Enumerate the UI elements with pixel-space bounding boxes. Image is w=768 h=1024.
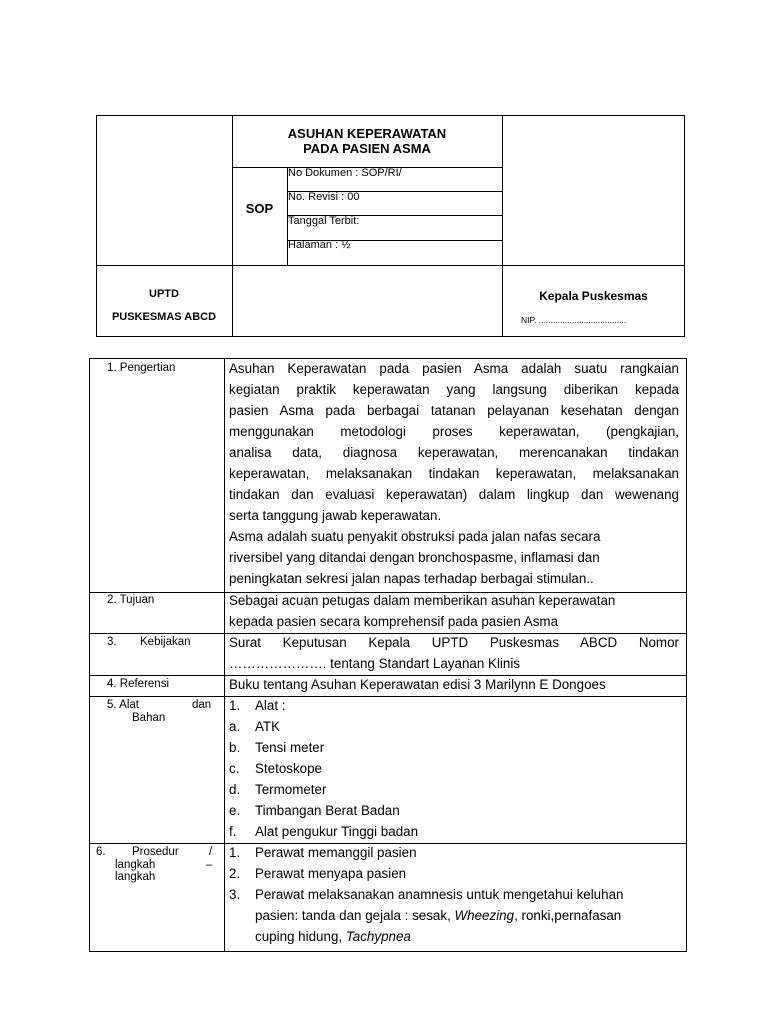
tujuan-line: Sebagai acuan petugas dalam memberikan asuhan keperawatan xyxy=(229,593,616,608)
pengertian-line: serta tanggung jawab keperawatan. xyxy=(229,508,442,523)
page-number: Halaman : ½ xyxy=(288,239,351,251)
doc-number: No Dokumen : SOP/RI/ xyxy=(288,167,402,179)
column-divider xyxy=(224,358,225,952)
list-item xyxy=(229,821,418,842)
list-item xyxy=(229,884,623,905)
label-alat: 5. Alat xyxy=(107,699,139,711)
label-alat-dan: dan xyxy=(192,699,212,711)
list-item xyxy=(229,863,623,884)
italic-term: Wheezing xyxy=(454,908,515,923)
title-line: PADA PASIEN ASMA xyxy=(303,141,431,156)
kebijakan-line: Surat Keputusan Kepala UPTD Puskesmas ABCD Nomor xyxy=(229,635,679,650)
list-marker: f. xyxy=(229,824,237,839)
list-text: Alat : xyxy=(255,698,286,713)
nip-field: NIP. ..................................... xyxy=(521,315,627,325)
label-bahan: Bahan xyxy=(132,712,166,724)
list-text: ATK xyxy=(255,719,281,734)
prosedur-list xyxy=(229,842,623,947)
list-text: Perawat memanggil pasien xyxy=(255,845,417,860)
tujuan-line: kepada pasien secara komprehensif pada pasien Asma xyxy=(229,614,559,629)
continuation-text: pasien: tanda dan gejala : sesak, xyxy=(255,908,455,923)
label-prosedur: Prosedur xyxy=(132,846,179,858)
italic-term: Tachypnea xyxy=(345,929,411,944)
asma-definition-line: riversibel yang ditandai dengan bronchospasme, inflamasi dan xyxy=(229,550,600,565)
list-marker: e. xyxy=(229,803,241,818)
asma-definition-line: Asma adalah suatu penyakit obstruksi pada jalan nafas secara xyxy=(229,529,601,544)
document-title xyxy=(232,126,502,156)
label-prosedur-number: 6. xyxy=(96,846,106,858)
label-langkah: langkah xyxy=(115,859,156,871)
continuation-text: cuping hidung, xyxy=(255,929,346,944)
label-langkah-dash: – xyxy=(206,859,213,871)
alat-list xyxy=(229,695,418,842)
asma-definition-line: peningkatan sekresi jalan napas terhadap berbagai stimulan.. xyxy=(229,571,594,586)
list-text: Tensi meter xyxy=(255,740,325,755)
issue-date: Tanggal Terbit: xyxy=(288,215,360,227)
label-kebijakan-number: 3. xyxy=(107,636,117,648)
label-referensi: 4. Referensi xyxy=(107,678,170,690)
head-title: Kepala Puskesmas xyxy=(539,289,648,303)
list-item xyxy=(229,716,418,737)
list-item-continuation xyxy=(229,905,623,926)
referensi-text: Buku tentang Asuhan Keperawatan edisi 3 Marilynn E Dongoes xyxy=(229,677,606,692)
pengertian-line: Asuhan Keperawatan pada pasien Asma adalah suatu rangkaian xyxy=(229,361,679,376)
continuation-text: , ronki,pernafasan xyxy=(514,908,622,923)
tujuan-text xyxy=(229,590,679,632)
kebijakan-line: …………………. tentang Standart Layanan Klinis xyxy=(229,656,521,671)
list-item xyxy=(229,800,418,821)
list-marker: c. xyxy=(229,761,240,776)
list-marker: 1. xyxy=(229,845,241,860)
pengertian-line: menggunakan metodologi proses keperawatan, (pengkajian, xyxy=(229,424,679,439)
pengertian-line: tindakan dan evaluasi keperawatan) dalam lingkup dan wewenang xyxy=(229,487,679,502)
list-marker: 3. xyxy=(229,887,241,902)
list-text: Alat pengukur Tinggi badan xyxy=(255,824,419,839)
list-marker: 1. xyxy=(229,698,241,713)
list-item xyxy=(229,779,418,800)
list-item xyxy=(229,842,623,863)
list-marker: 2. xyxy=(229,866,241,881)
list-text: Perawat melaksanakan anamnesis untuk mengetahui keluhan xyxy=(255,887,624,902)
pengertian-line: analisa data, diagnosa keperawatan, merencanakan tindakan xyxy=(229,445,679,460)
pengertian-line: keperawatan, melaksanakan tindakan keperawatan, melaksanakan xyxy=(229,466,679,481)
list-text: Termometer xyxy=(255,782,327,797)
list-item xyxy=(229,695,418,716)
list-item xyxy=(229,737,418,758)
label-langkah-2: langkah xyxy=(115,871,156,883)
org-unit: UPTD xyxy=(149,288,179,300)
list-item-continuation xyxy=(229,926,623,947)
list-marker: d. xyxy=(229,782,241,797)
sop-label: SOP xyxy=(245,201,274,216)
list-marker: a. xyxy=(229,719,241,734)
kebijakan-text xyxy=(229,632,679,674)
pengertian-line: kegiatan praktik keperawatan yang langsung diberikan kepada xyxy=(229,382,679,397)
org-name: PUSKESMAS ABCD xyxy=(111,311,217,323)
list-text: Stetoskope xyxy=(255,761,322,776)
label-kebijakan: Kebijakan xyxy=(140,636,191,648)
header-divider xyxy=(96,265,685,266)
label-pengertian: 1. Pengertian xyxy=(107,362,176,374)
revision-number: No. Revisi : 00 xyxy=(288,191,360,203)
list-text: Perawat menyapa pasien xyxy=(255,866,407,881)
list-text: Timbangan Berat Badan xyxy=(255,803,400,818)
pengertian-line: pasien Asma pada berbagai tatanan pelayanan kesehatan dengan xyxy=(229,403,679,418)
header-divider xyxy=(502,115,503,337)
label-prosedur-slash: / xyxy=(209,846,213,858)
list-item xyxy=(229,758,418,779)
label-tujuan: 2. Tujuan xyxy=(107,594,155,606)
title-line: ASUHAN KEPERAWATAN xyxy=(287,126,447,141)
list-marker: b. xyxy=(229,740,241,755)
pengertian-text xyxy=(229,358,679,589)
